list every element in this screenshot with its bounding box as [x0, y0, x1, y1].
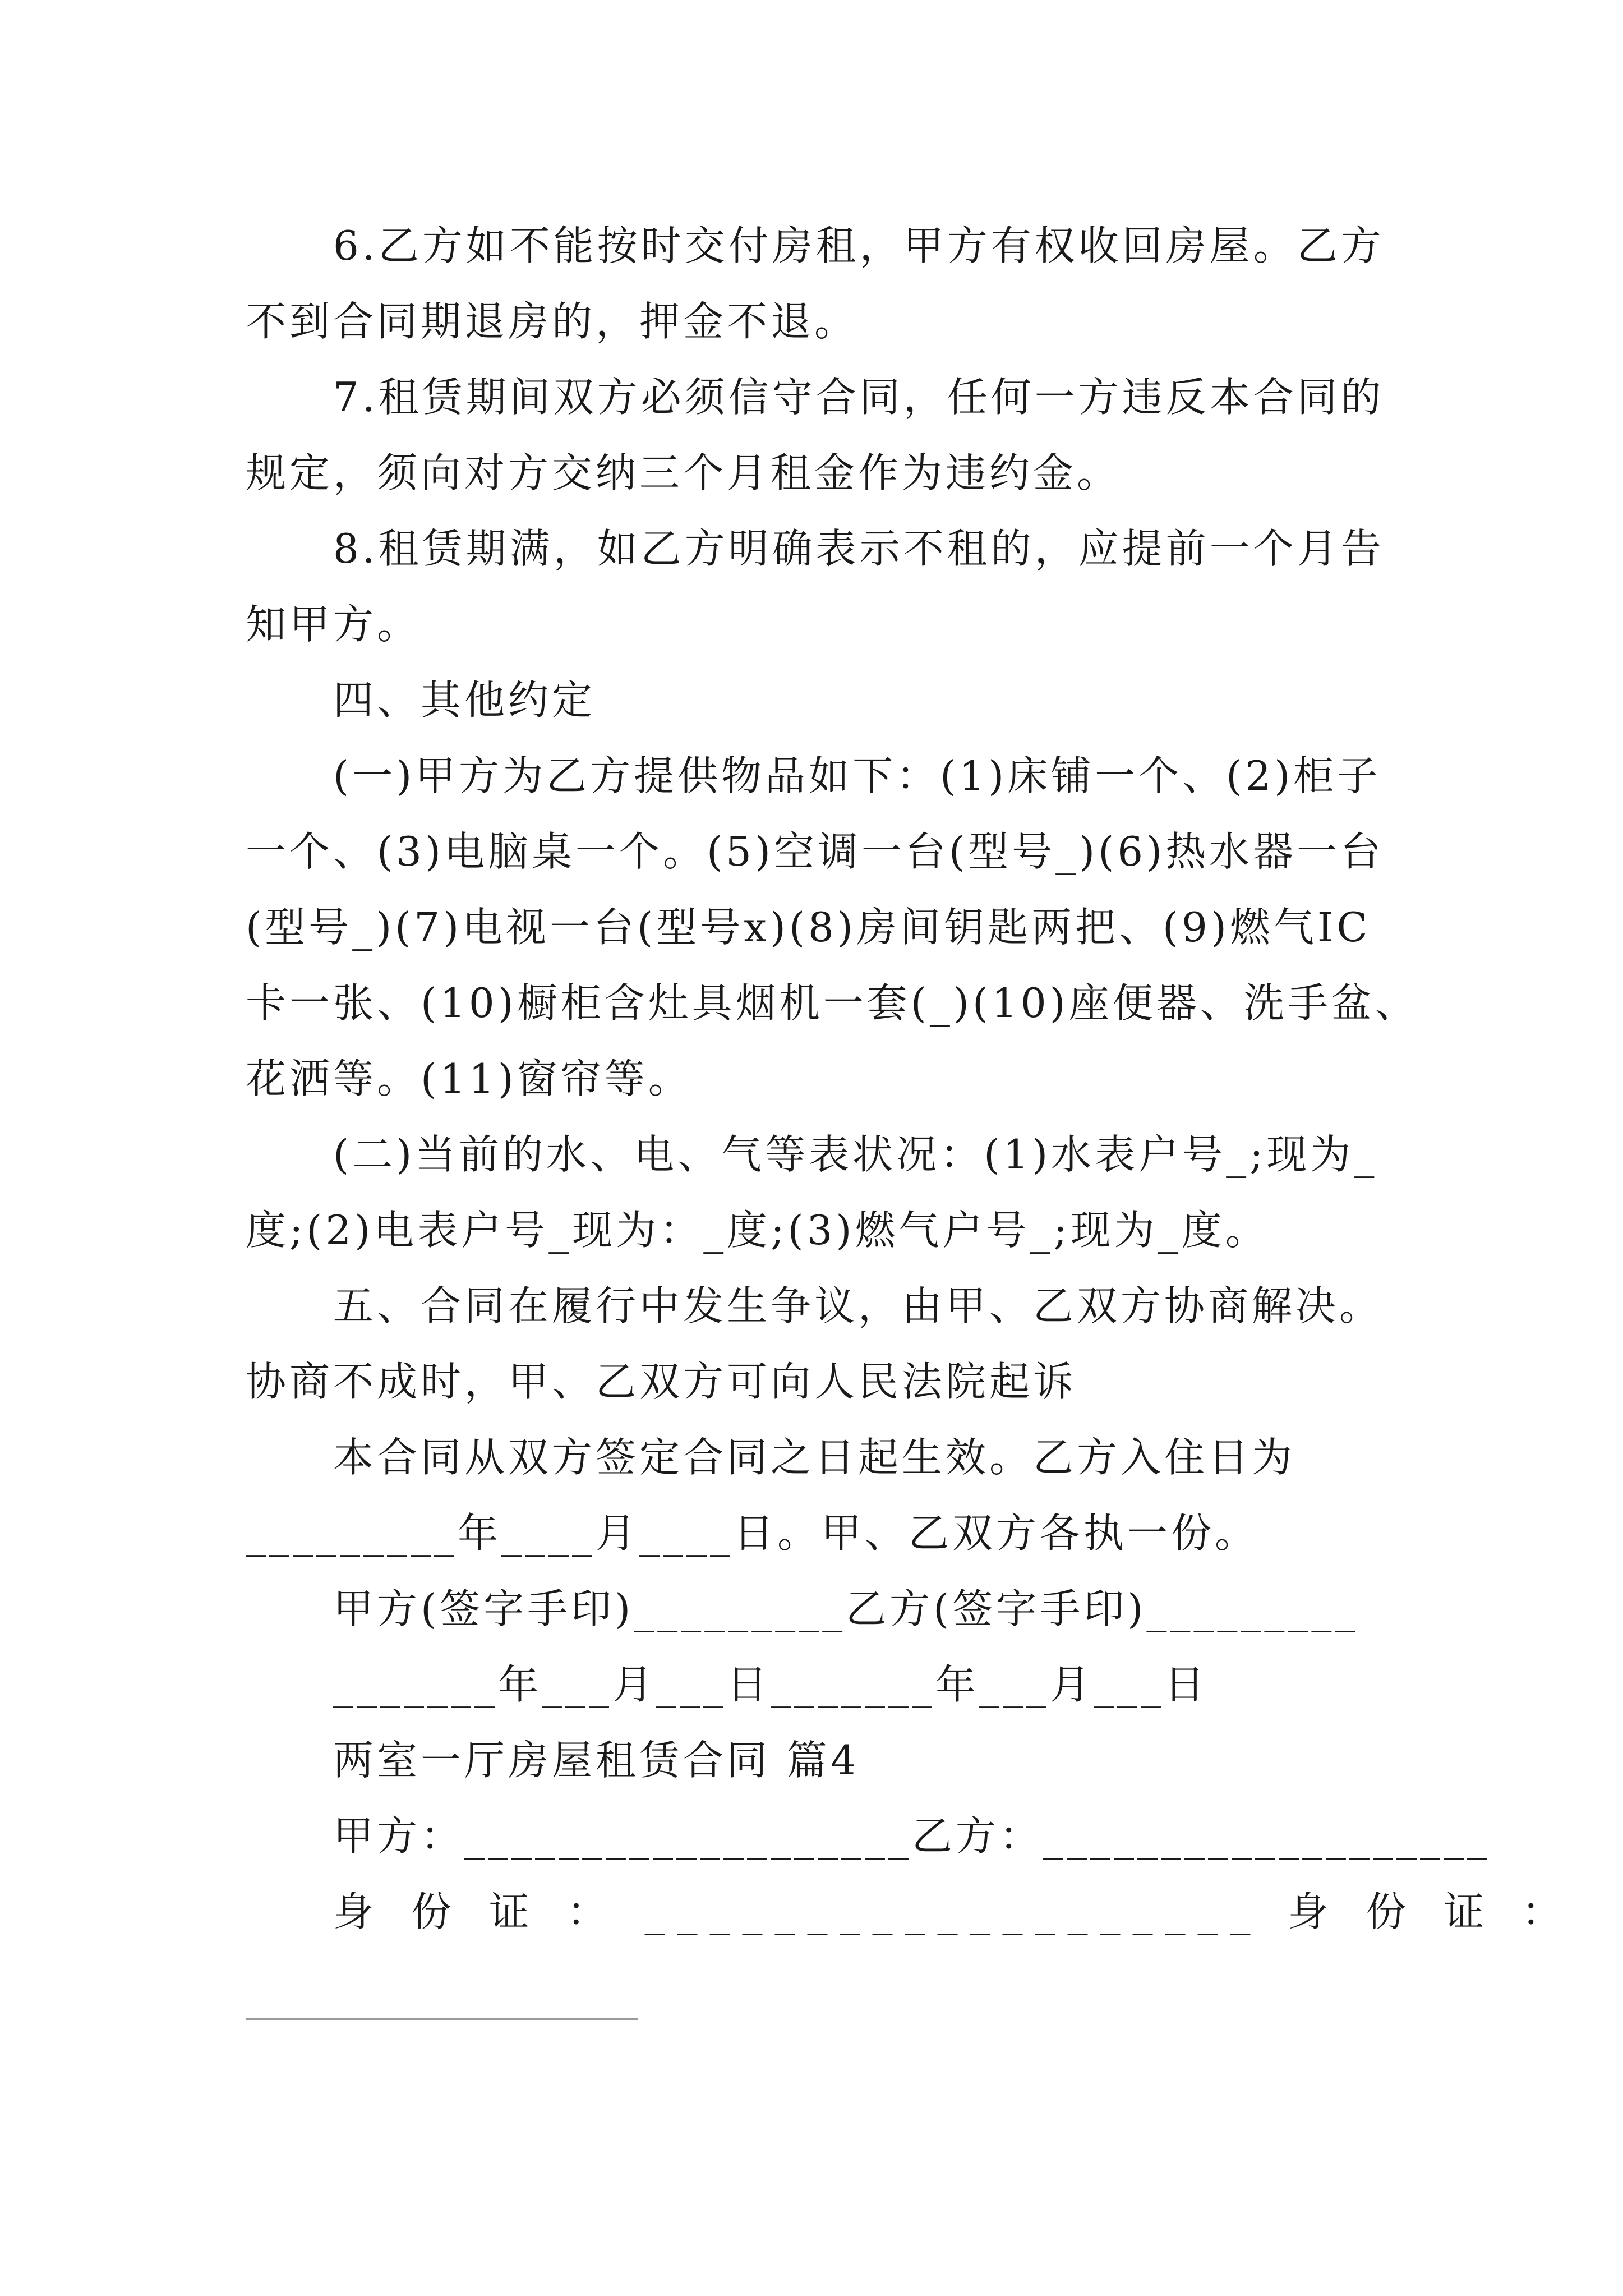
items-line-4: 卡一张、(10)橱柜含灶具烟机一套(_)(10)座便器、洗手盆、 [246, 979, 1419, 1027]
clause-7-line-2: 规定，须向对方交纳三个月租金作为违约金。 [246, 449, 1121, 496]
items-line-2: 一个、(3)电脑桌一个。(5)空调一台(型号_)(6)热水器一台 [246, 828, 1385, 875]
clause-6-line-2: 不到合同期退房的，押金不退。 [246, 298, 859, 345]
meters-line-2: 度;(2)电表户号_现为：_度;(3)燃气户号_;现为_度。 [246, 1207, 1269, 1254]
section-5-line-1: 五、合同在履行中发生争议，由甲、乙双方协商解决。 [333, 1282, 1384, 1329]
effective-line-1: 本合同从双方签定合同之日起生效。乙方入住日为 [333, 1434, 1296, 1481]
effective-line-2: _________年____月____日。甲、乙双方各执一份。 [246, 1510, 1259, 1557]
section-5-line-2: 协商不成时，甲、乙双方可向人民法院起诉 [246, 1358, 1077, 1405]
clause-6-line-1: 6.乙方如不能按时交付房租，甲方有权收回房屋。乙方 [333, 222, 1385, 269]
id-card-blank-line [246, 2018, 638, 2020]
section-4-heading: 四、其他约定 [333, 677, 596, 724]
signature-line: 甲方(签字手印)_________乙方(签字手印)_________ [333, 1585, 1359, 1632]
items-line-5: 花洒等。(11)窗帘等。 [246, 1055, 692, 1102]
clause-7-line-1: 7.租赁期间双方必须信守合同，任何一方违反本合同的 [333, 374, 1385, 421]
meters-line-1: (二)当前的水、电、气等表状况：(1)水表户号_;现为_ [333, 1131, 1378, 1178]
clause-8-line-2: 知甲方。 [246, 601, 421, 648]
items-line-1: (一)甲方为乙方提供物品如下：(1)床铺一个、(2)柜子 [333, 752, 1381, 799]
signature-date-line: _______年___月___日_______年___月___日 [333, 1661, 1209, 1708]
contract-4-title: 两室一厅房屋租赁合同 篇4 [333, 1737, 860, 1784]
items-line-3: (型号_)(7)电视一台(型号x)(8)房间钥匙两把、(9)燃气IC [246, 904, 1371, 951]
clause-8-line-1: 8.租赁期满，如乙方明确表示不租的，应提前一个月告 [333, 525, 1385, 572]
id-card-line: 身 份 证 ： ___________________ 身 份 证 ： [333, 1888, 1575, 1935]
parties-line: 甲方：___________________乙方：___________________ [333, 1812, 1491, 1860]
